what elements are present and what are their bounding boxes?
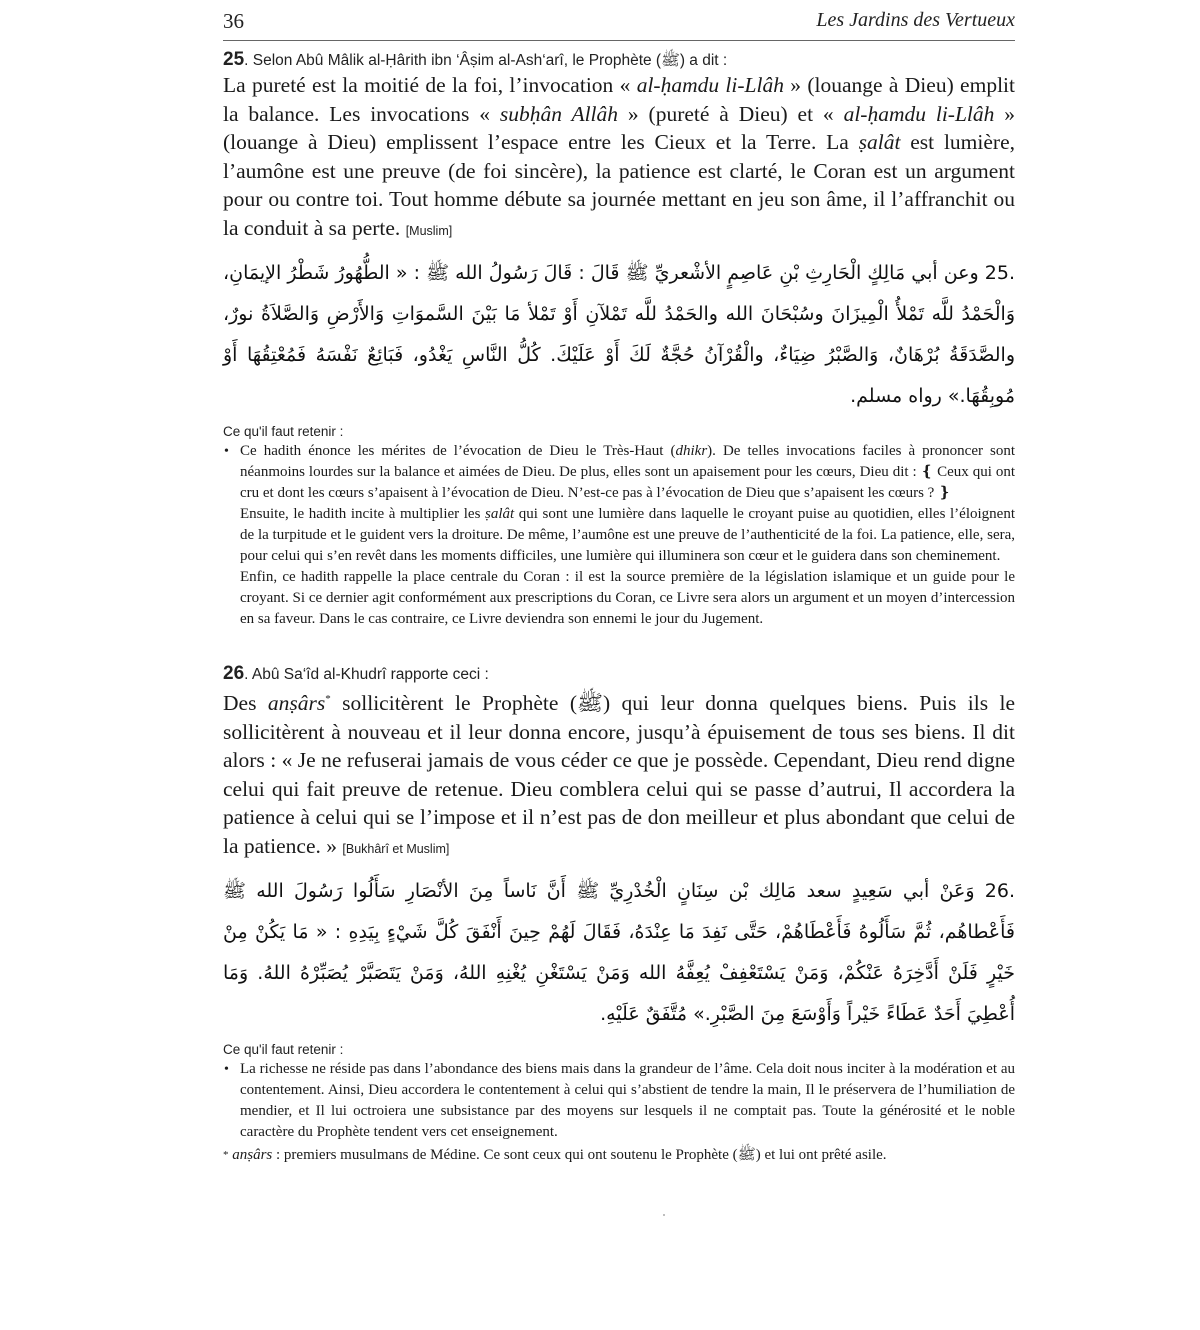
arabic-number: 25. bbox=[984, 262, 1015, 284]
text-segment: Ensuite, le hadith incite à multiplier les bbox=[240, 506, 485, 522]
hadith-intro bbox=[223, 50, 1015, 71]
hadith-text-arabic bbox=[223, 253, 1015, 417]
footnote-text: : premiers musulmans de Médine. Ce sont ceux qui ont soutenu le Prophète (ﷺ) et lui ont prêté asile. bbox=[272, 1147, 887, 1164]
text-segment: » (louange à Dieu) emplissent l’espace entre les Cieux et la Terre. La bbox=[223, 101, 1016, 154]
page-header bbox=[223, 0, 1015, 42]
footnote-marker: * bbox=[325, 693, 331, 705]
hadith-text-fr bbox=[223, 685, 1015, 863]
transliteration: al-ḥamdu li-Llâh bbox=[636, 73, 784, 97]
hadith-intro bbox=[223, 664, 1015, 685]
footnote-star: * bbox=[223, 1149, 229, 1162]
text-segment: est lumière, l’aumône est une preuve (de foi sincère), la patience est clarté, le Coran est un argument pour ou contre toi. Tout homme débute sa journée mettant en jeu son âme, il l’affranchit ou la conduit à sa perte. bbox=[223, 130, 1015, 240]
running-title: Les Jardins des Vertueux bbox=[816, 9, 1015, 31]
hadith-25 bbox=[223, 50, 1015, 630]
commentary bbox=[223, 1059, 1015, 1143]
hadith-narrator: . Abû Sa‘îd al-Khudrî rapporte ceci : bbox=[244, 666, 489, 683]
commentary-paragraph: Enfin, ce hadith rappelle la place centrale du Coran : il est la source première de la législation islamique et un guide pour le croyant. Si ce dernier agit conformément aux prescriptions du Coran, ce Livre sera alors un argument et un moyen d’intercession en sa faveur. Dans le cas contraire, ce Livre deviendra son ennemi le jour du Jugement. bbox=[240, 569, 1015, 627]
commentary-paragraph bbox=[240, 504, 1015, 567]
commentary-paragraph bbox=[240, 441, 1015, 504]
footnote-term: anṣârs bbox=[232, 1147, 273, 1164]
text-segment: sollicitèrent le Prophète (ﷺ) qui leur donna quelques biens. Puis ils le sollicitèrent à nouveau et il leur donna encore, jusqu’à épuisement de tous ses biens. Il dit alors : « Je ne refuserai jamais de vous céder ce que je possède. Cependant, Dieu rend digne celui qui fait preuve de retenue. Dieu comblera celui qui se passe d’autrui, Il accordera la patience à celui qui se l’impose et il n’est pas de don meilleur et plus abondant que celui de la patience. » bbox=[223, 691, 1015, 858]
transliteration: anṣârs bbox=[267, 691, 326, 716]
arabic-number: 26. bbox=[984, 880, 1015, 903]
transliteration: al-ḥamdu li-Llâh bbox=[843, 101, 995, 126]
transliteration: dhikr bbox=[675, 443, 708, 459]
hadith-text-fr bbox=[223, 71, 1015, 245]
retain-heading: Ce qu'il faut retenir : bbox=[223, 1042, 344, 1058]
transliteration: subḥân Allâh bbox=[499, 101, 619, 126]
text-segment: » (pureté à Dieu) et « bbox=[618, 101, 844, 126]
hadith-number: 26 bbox=[223, 663, 245, 684]
hadith-source: [Muslim] bbox=[405, 223, 453, 238]
hadith-source: [Bukhârî et Muslim] bbox=[342, 841, 450, 856]
text-segment: Ce hadith énonce les mérites de l’évocation de Dieu le Très-Haut ( bbox=[240, 443, 676, 459]
print-speck bbox=[663, 1214, 665, 1216]
hadith-text-arabic bbox=[223, 871, 1015, 1035]
footnote bbox=[223, 1145, 1015, 1166]
commentary bbox=[223, 441, 1015, 630]
arabic-text: وعن أبي مَالِكٍ الْحَارِثِ بْنِ عَاصِمٍ الأشْعريِّ ﷺ قَالَ : قَالَ رَسُولُ الله ﷺ : « الطُّهُورُ شَطْرُ الإيمَانِ، وَالْحَمْدُ للَّه تَمْلأُ الْمِيزَانَ وسُبْحَانَ الله والحَمْدُ للَّه تَمْلآنِ أَوْ تَمْلأ مَا بَيْنَ السَّموَاتِ وَالأَرْضِ وَالصَّلاَةُ نورٌ، والصَّدَقَةُ بُرْهَانٌ، وَالصَّبْرُ ضِيَاءٌ، والْقُرْآنُ حُجَّةٌ لَكَ أَوْ عَلَيْكَ. كُلُّ النَّاسِ يَغْدُو، فَبَائِعٌ نَفْسَهُ فَمُعْتِقُهَا أَوْ مُوبِقُهَا.» رواه مسلم. bbox=[223, 262, 1015, 407]
text-segment: Des bbox=[223, 691, 268, 716]
commentary-paragraph: La richesse ne réside pas dans l’abondance des biens mais dans la grandeur de l’âme. Cela doit nous inciter à la modération et au contentement. Ainsi, Dieu accordera le contentement à celui qui s’abstient de tendre la main, Il le préservera de l’humiliation de mendier, et Il lui octroiera une subsistance par des moyens sur lesquels il ne comptait pas. Toute la générosité et le noble caractère du Prophète tendent vers cet enseignement. bbox=[240, 1061, 1015, 1141]
text-segment: La pureté est la moitié de la foi, l’invocation « bbox=[223, 73, 637, 97]
bullet-icon: • bbox=[224, 444, 229, 459]
text-segment: qui sont une lumière dans laquelle le croyant puise au quotidien, elles l’éloignent de la turpitude et le guident vers la droiture. De même, l’aumône est une preuve de l’authenticité de la foi. La patience, elle, sera, pour celui qui s’en revêt dans les moments difficiles, une lumière qui illuminera son cœur et le guidera dans son cheminement. bbox=[240, 506, 1015, 564]
transliteration: ṣalât bbox=[858, 130, 901, 154]
transliteration: ṣalât bbox=[485, 506, 515, 522]
bullet-icon: • bbox=[224, 1062, 229, 1078]
hadith-narrator: . Selon Abû Mâlik al-Ḥârith ibn ‘Âṣim al-Ash‘arî, le Prophète (ﷺ) a dit : bbox=[244, 52, 728, 69]
text-segment: » (louange à Dieu) emplit la balance. Les invocations « bbox=[223, 73, 1015, 126]
page-number: 36 bbox=[223, 9, 244, 33]
text-segment: ). De telles invocations faciles à prononcer sont néanmoins lourdes sur la balance et aimées de Dieu. De plus, elles sont un apaisement pour les cœurs, Dieu dit : ❴ Ceux qui ont cru et dont les cœurs s’apaisent à l’évocation de Dieu. N’est-ce pas à l’évocation de Dieu que s’apaisent les cœurs ? ❵ bbox=[240, 443, 1016, 501]
book-page bbox=[223, 0, 1015, 1166]
arabic-text: وَعَنْ أبي سَعِيدٍ سعد مَالِك بْن سِنَانٍ الْخُدْرِيِّ ﷺ أَنَّ نَاساً مِنَ الأنْصَارِ سَأَلُوا رَسُولَ الله ﷺ فَأَعْطاهُم، ثُمَّ سَأَلُوهُ فَأَعْطَاهُمْ، حَتَّى نَفِدَ مَا عِنْدَهُ، فَقَالَ لَهُمْ حِينَ أَنْفَقَ كُلَّ شَيْءٍ بِيَدِهِ : « مَا يَكُنْ مِنْ خَيْرٍ فَلَنْ أَدَّخِرَهُ عَنْكُمْ، وَمَنْ يَسْتَعْفِفْ يُعِفَّهُ الله وَمَنْ يَسْتَغْنِ يُغْنِهِ اللهُ، وَمَنْ يَتَصَبَّرْ يُصَبِّرْهُ اللهُ. وَمَا أُعْطِيَ أَحَدٌ عَطَاءً خَيْراً وَأَوْسَعَ مِنَ الصَّبْرِ.» مُتَّفَقٌ عَلَيْهِ. bbox=[223, 880, 1015, 1026]
hadith-number: 25 bbox=[223, 49, 245, 70]
retain-heading: Ce qu'il faut retenir : bbox=[223, 424, 344, 439]
header-rule bbox=[223, 40, 1015, 41]
hadith-26 bbox=[223, 664, 1015, 1166]
